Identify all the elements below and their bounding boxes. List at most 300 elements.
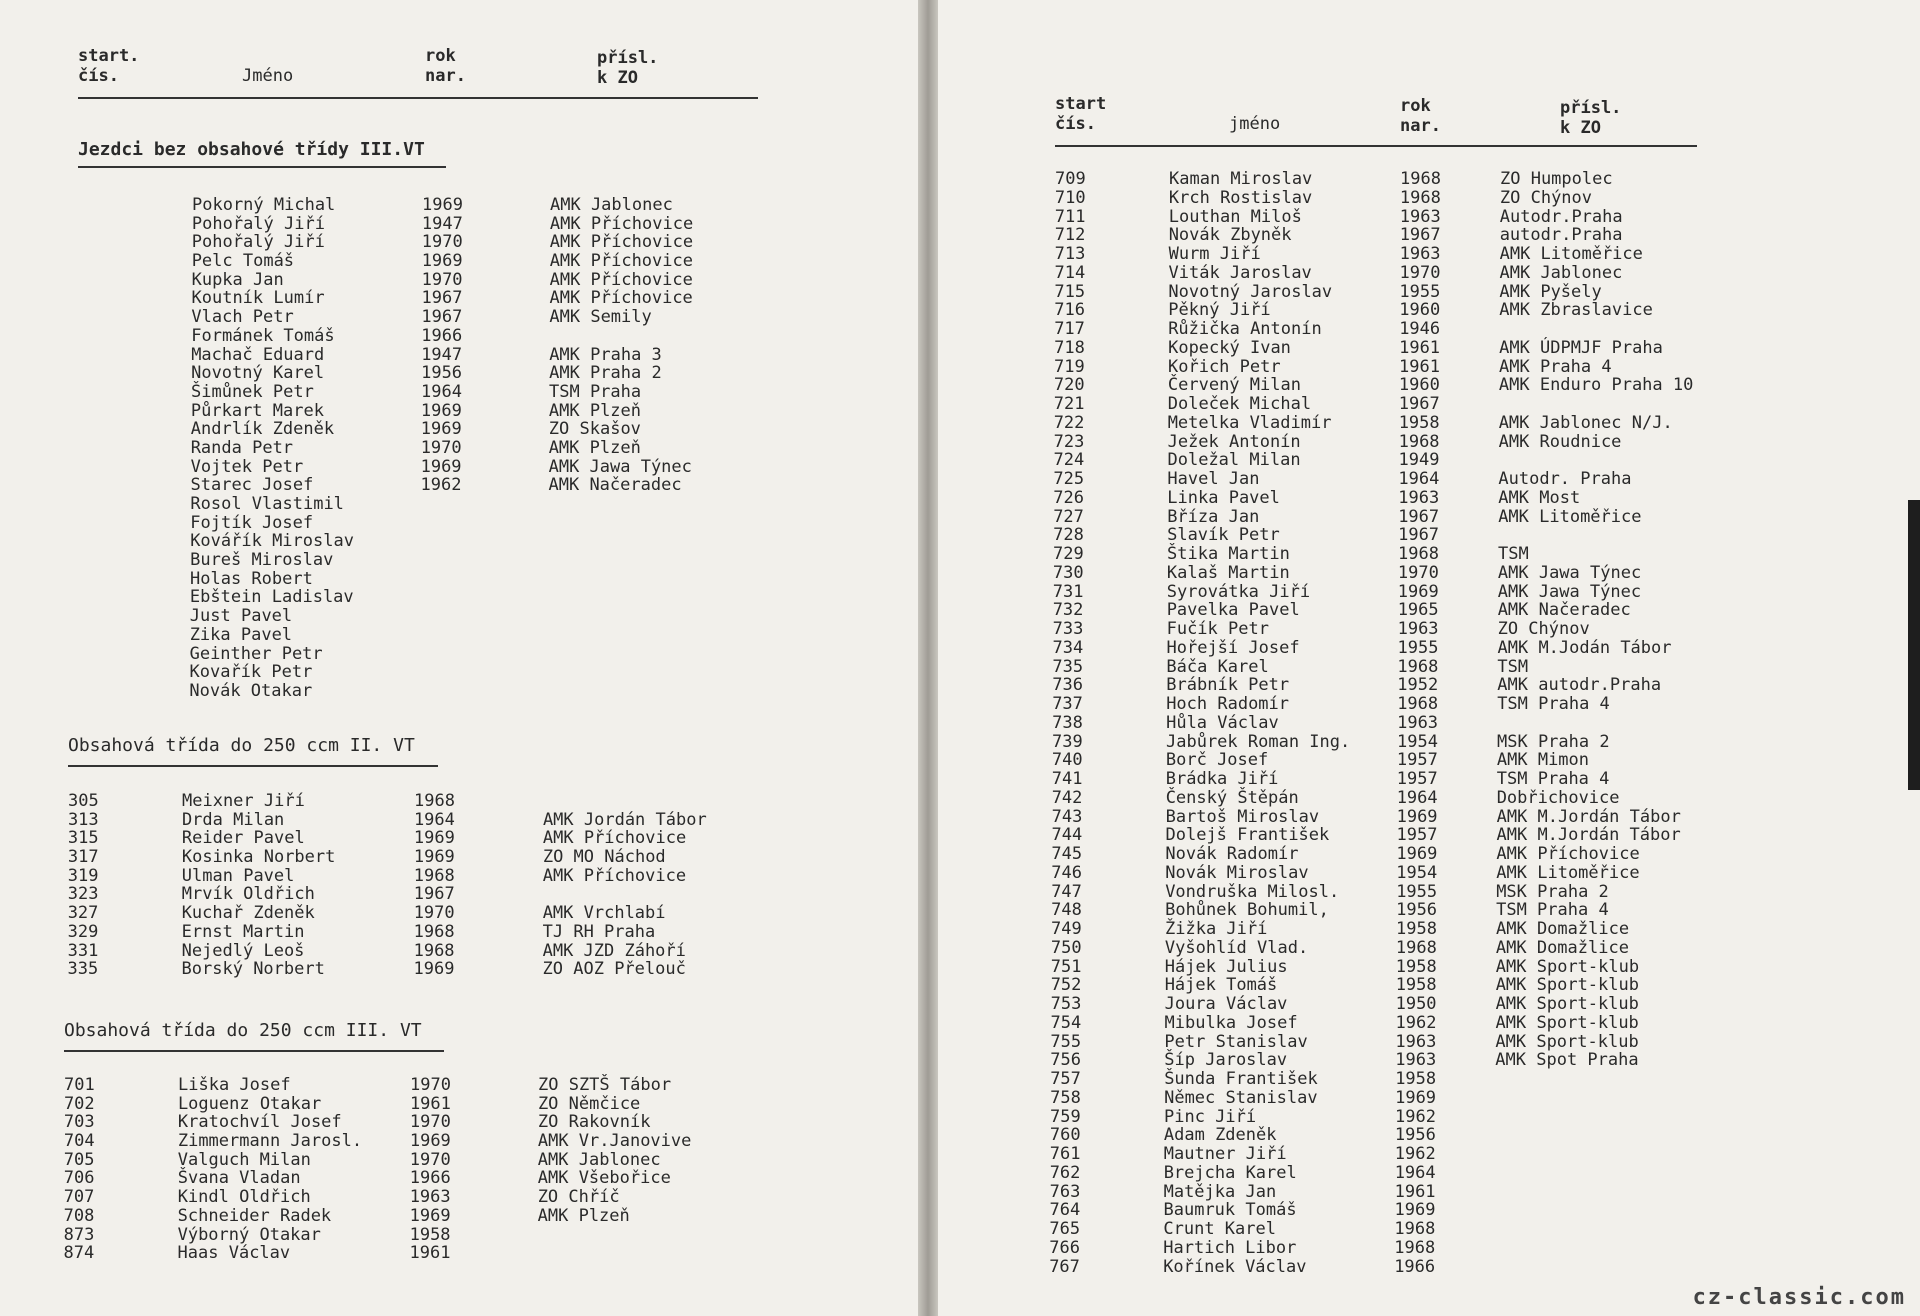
list-item xyxy=(0,1076,918,1095)
entrant-name: Kuchař Zdeněk xyxy=(181,903,315,924)
birth-year: 1950 xyxy=(1395,994,1437,1014)
right-list xyxy=(938,170,1920,1276)
birth-year: 1970 xyxy=(421,269,463,290)
left-page xyxy=(0,0,918,1316)
start-number: 754 xyxy=(1050,1012,1082,1033)
entrant-name: Liška Josef xyxy=(178,1075,291,1095)
birth-year: 1969 xyxy=(413,847,455,868)
club-name: AMK Domažlice xyxy=(1495,937,1629,958)
club-name: AMK Pyšely xyxy=(1499,281,1602,302)
start-number: 718 xyxy=(1054,337,1085,358)
list-item xyxy=(938,601,1920,620)
start-number: 706 xyxy=(63,1168,95,1189)
list-item xyxy=(0,682,918,701)
club-name: AMK Jawa Týnec xyxy=(1497,562,1642,583)
entrant-name: Červený Milan xyxy=(1167,375,1301,396)
club-name: ZO Humpolec xyxy=(1500,169,1613,189)
entrant-name: Nejedlý Leoš xyxy=(181,940,305,961)
start-number: 749 xyxy=(1051,919,1082,939)
birth-year: 1952 xyxy=(1397,675,1439,696)
start-number: 726 xyxy=(1053,487,1085,508)
entrant-name: Kupka Jan xyxy=(191,269,284,290)
club-name: ZO SZTŠ Tábor xyxy=(538,1075,672,1095)
list-item xyxy=(0,458,918,477)
club-name: AMK Roudnice xyxy=(1498,431,1622,452)
club-name: AMK M.Jordán Tábor xyxy=(1496,806,1681,827)
list-item xyxy=(0,1151,918,1170)
entrant-name: Němec Stanislav xyxy=(1164,1087,1318,1108)
club-name: AMK Jawa Týnec xyxy=(1497,581,1642,602)
start-number: 764 xyxy=(1049,1200,1081,1221)
entrant-name: Vyšohlíd Vlad. xyxy=(1164,937,1309,958)
list-item xyxy=(938,826,1920,845)
club-name: MSK Praha 2 xyxy=(1496,881,1609,902)
start-number: 702 xyxy=(63,1093,95,1114)
list-item xyxy=(0,904,918,923)
birth-year: 1967 xyxy=(1398,394,1440,414)
start-number: 707 xyxy=(63,1187,95,1208)
birth-year: 1967 xyxy=(1399,225,1441,246)
birth-year: 1970 xyxy=(1397,562,1439,583)
list-item xyxy=(938,676,1920,695)
birth-year: 1958 xyxy=(409,1224,451,1245)
list-item xyxy=(0,607,918,626)
start-number: 737 xyxy=(1052,694,1083,714)
list-item xyxy=(0,1188,918,1207)
entrant-name: Vojtek Petr xyxy=(190,456,304,477)
birth-year: 1970 xyxy=(1399,262,1441,283)
birth-year: 1968 xyxy=(413,940,455,961)
start-number: 717 xyxy=(1054,319,1085,339)
list-item xyxy=(938,1033,1920,1052)
list-item xyxy=(938,1070,1920,1089)
name-header: Jméno xyxy=(242,66,294,86)
club-name: AMK Příchovice xyxy=(549,232,694,253)
right-page xyxy=(938,0,1920,1316)
club-name: AMK Most xyxy=(1498,487,1581,508)
club-name: Autodr. Praha xyxy=(1498,469,1632,489)
club-name: AMK Příchovice xyxy=(542,865,687,886)
club-name: MSK Praha 2 xyxy=(1497,731,1610,752)
start-number: 329 xyxy=(67,921,99,942)
club-name: AMK Spot Praha xyxy=(1495,1050,1639,1071)
club-name: ZO Skašov xyxy=(548,419,641,440)
entrant-name: Novák Otakar xyxy=(189,680,313,701)
start-number: 744 xyxy=(1051,825,1083,846)
start-number: 733 xyxy=(1052,619,1084,639)
club-name: AMK Praha 4 xyxy=(1499,356,1612,377)
birth-year: 1968 xyxy=(1394,1237,1436,1258)
list-item xyxy=(0,588,918,607)
club-name: AMK Mimon xyxy=(1496,750,1590,771)
start-number: 732 xyxy=(1052,600,1084,621)
birth-year: 1955 xyxy=(1399,281,1441,302)
birth-year: 1963 xyxy=(409,1187,451,1208)
list-item xyxy=(938,358,1920,377)
list-item xyxy=(938,733,1920,752)
start-number: 313 xyxy=(67,809,99,830)
entrant-name: Louthan Miloš xyxy=(1168,206,1302,227)
list-item xyxy=(0,551,918,570)
birth-year: 1967 xyxy=(413,884,455,905)
start-number: 736 xyxy=(1052,675,1084,696)
entrant-name: Petr Stanislav xyxy=(1164,1031,1308,1052)
list-item xyxy=(938,170,1920,189)
start-number: 766 xyxy=(1049,1237,1081,1258)
entrant-name: Starec Josef xyxy=(190,475,314,496)
club-name: AMK Jawa Týnec xyxy=(548,456,692,477)
birth-year: 1957 xyxy=(1396,825,1438,846)
start-number: 738 xyxy=(1052,712,1083,733)
club-name: AMK Jablonec xyxy=(1499,262,1623,283)
entrant-name: Novotný Karel xyxy=(191,363,325,384)
entrant-name: Formánek Tomáš xyxy=(191,325,335,346)
start-number: 741 xyxy=(1051,769,1083,789)
entrant-name: Koutník Lumír xyxy=(191,288,325,309)
birth-year: 1956 xyxy=(1394,1125,1436,1146)
start-number: 720 xyxy=(1053,375,1085,396)
club-name: TJ RH Praha xyxy=(542,921,656,942)
start-number: 305 xyxy=(68,791,99,811)
list-item xyxy=(0,1207,918,1226)
entrant-name: Pohořalý Jiří xyxy=(191,232,325,253)
list-item xyxy=(938,1145,1920,1164)
club-name: ZO Chýnov xyxy=(1497,619,1590,639)
entrant-name: Loguenz Otakar xyxy=(177,1093,322,1114)
start-number: 746 xyxy=(1051,862,1083,883)
entrant-name: Pinc Jiří xyxy=(1164,1106,1257,1127)
entrant-name: Jabůrek Roman Ing. xyxy=(1166,731,1351,752)
club-name: AMK Vr.Janovive xyxy=(537,1131,692,1152)
birth-year: 1963 xyxy=(1399,206,1441,227)
entrant-name: Vlach Petr xyxy=(191,307,294,328)
start-number: 740 xyxy=(1051,750,1083,771)
list-item xyxy=(938,1239,1920,1258)
start-number: 715 xyxy=(1054,281,1086,302)
birth-year: 1969 xyxy=(1396,806,1438,827)
club-name: AMK Zbraslavice xyxy=(1499,300,1653,321)
list-item xyxy=(938,433,1920,452)
start-number: 748 xyxy=(1051,900,1082,921)
list-item xyxy=(938,845,1920,864)
start-number-header-right: start čís. xyxy=(1055,94,1107,134)
list-item xyxy=(938,901,1920,920)
club-name: AMK JZD Záhoří xyxy=(542,940,686,961)
club-name: AMK ÚDPMJF Praha xyxy=(1499,337,1663,358)
list-item xyxy=(938,1014,1920,1033)
entrant-name: Mautner Jiří xyxy=(1163,1144,1287,1164)
birth-year: 1958 xyxy=(1398,412,1440,433)
entrant-name: Čenský Štěpán xyxy=(1165,787,1299,808)
birth-year: 1966 xyxy=(421,325,463,346)
entrant-name: Kovářík Miroslav xyxy=(190,531,354,552)
club-name: AMK Domažlice xyxy=(1496,919,1630,939)
birth-year: 1946 xyxy=(1399,319,1441,339)
birth-year: 1968 xyxy=(413,921,455,942)
birth-year: 1958 xyxy=(1395,1069,1437,1089)
list-item xyxy=(0,885,918,904)
start-number: 757 xyxy=(1050,1069,1081,1089)
list-item xyxy=(938,226,1920,245)
entrant-name: Meixner Jiří xyxy=(182,791,305,811)
entrant-name: Crunt Karel xyxy=(1163,1219,1276,1239)
start-number: 711 xyxy=(1054,206,1086,227)
entrant-name: Šíp Jaroslav xyxy=(1164,1050,1288,1071)
birth-year: 1969 xyxy=(413,828,455,849)
club-name: AMK Sport-klub xyxy=(1495,956,1640,977)
birth-year: 1962 xyxy=(1395,1012,1437,1033)
list-item xyxy=(938,751,1920,770)
club-name: TSM Praha 4 xyxy=(1496,900,1609,921)
start-number: 714 xyxy=(1054,262,1086,283)
list-item xyxy=(938,639,1920,658)
start-number: 701 xyxy=(64,1075,95,1095)
entrant-name: Kořich Petr xyxy=(1168,356,1281,377)
club-name: AMK Příchovice xyxy=(549,213,694,234)
start-number: 750 xyxy=(1050,937,1082,958)
entrant-name: Rosol Vlastimil xyxy=(190,494,344,514)
entrant-name: Adam Zdeněk xyxy=(1163,1125,1277,1146)
birth-year: 1968 xyxy=(1400,169,1441,189)
list-item xyxy=(938,939,1920,958)
start-number: 874 xyxy=(63,1243,95,1264)
section-3-list xyxy=(0,1076,918,1263)
entrant-name: Haas Václav xyxy=(177,1243,291,1264)
entrant-name: Brádka Jiří xyxy=(1165,769,1279,789)
entrant-name: Báča Karel xyxy=(1166,656,1269,677)
list-item xyxy=(0,848,918,867)
birth-year: 1955 xyxy=(1397,637,1439,658)
start-number: 739 xyxy=(1052,731,1083,752)
birth-year: 1963 xyxy=(1397,619,1439,639)
entrant-name: Pěkný Jiří xyxy=(1168,300,1271,321)
club-name: AMK Plzeň xyxy=(537,1205,630,1226)
list-item xyxy=(0,1244,918,1263)
list-item xyxy=(938,189,1920,208)
entrant-name: Mrvík Oldřich xyxy=(181,884,315,905)
list-item xyxy=(0,867,918,886)
entrant-name: Machač Eduard xyxy=(191,344,325,365)
entrant-name: Kosinka Norbert xyxy=(181,847,336,868)
list-item xyxy=(0,811,918,830)
list-item xyxy=(938,789,1920,808)
birth-year: 1961 xyxy=(409,1243,451,1264)
list-item xyxy=(0,233,918,252)
birth-year: 1968 xyxy=(413,865,455,886)
entrant-name: Syrovátka Jiří xyxy=(1166,581,1311,602)
birth-year: 1964 xyxy=(1398,469,1440,489)
birth-year: 1960 xyxy=(1399,300,1441,321)
birth-year: 1963 xyxy=(1395,1031,1437,1052)
entrant-name: Ernst Martin xyxy=(181,921,305,942)
list-item xyxy=(938,770,1920,789)
section-title-3: Obsahová třída do 250 ccm III. VT xyxy=(64,1020,422,1041)
birth-year: 1968 xyxy=(1397,656,1439,677)
section-title-1: Jezdci bez obsahové třídy III.VT xyxy=(78,139,425,160)
club-name: TSM Praha 4 xyxy=(1497,694,1610,714)
birth-year: 1962 xyxy=(1395,1106,1436,1127)
start-number: 752 xyxy=(1050,975,1082,996)
entrant-name: Kratochvíl Josef xyxy=(177,1112,342,1133)
start-number: 724 xyxy=(1053,450,1085,471)
list-item xyxy=(938,1108,1920,1127)
list-item xyxy=(0,532,918,551)
header-rule-right xyxy=(1055,145,1697,147)
list-item xyxy=(0,308,918,327)
start-number: 315 xyxy=(67,828,99,849)
start-number: 708 xyxy=(63,1205,95,1226)
entrant-name: Kovařík Petr xyxy=(189,662,313,683)
list-item xyxy=(938,320,1920,339)
start-number: 730 xyxy=(1052,562,1084,583)
club-name: AMK Příchovice xyxy=(549,269,693,290)
birth-year: 1969 xyxy=(1395,1087,1437,1108)
list-item xyxy=(938,714,1920,733)
list-item xyxy=(938,470,1920,489)
club-name: AMK Sport-klub xyxy=(1495,975,1639,996)
year-header-right: rok nar. xyxy=(1400,96,1441,136)
birth-year: 1947 xyxy=(421,213,463,234)
entrant-name: Hájek Tomáš xyxy=(1164,975,1278,996)
club-name: ZO Chříč xyxy=(537,1187,620,1208)
list-item xyxy=(0,1132,918,1151)
start-number: 705 xyxy=(63,1149,95,1170)
start-number: 761 xyxy=(1049,1144,1081,1164)
entrant-name: Brejcha Karel xyxy=(1163,1162,1297,1183)
birth-year: 1958 xyxy=(1395,975,1437,996)
list-item xyxy=(0,1113,918,1132)
list-item xyxy=(938,1164,1920,1183)
birth-year: 1968 xyxy=(1398,544,1439,564)
birth-year: 1947 xyxy=(421,344,463,365)
start-number: 760 xyxy=(1049,1125,1081,1146)
start-number: 712 xyxy=(1054,225,1086,246)
start-number: 756 xyxy=(1050,1050,1082,1071)
list-item xyxy=(938,864,1920,883)
birth-year: 1968 xyxy=(1394,1219,1436,1239)
birth-year: 1961 xyxy=(409,1093,451,1114)
club-name: ZO Rakovník xyxy=(537,1112,651,1133)
section-rule-2 xyxy=(68,765,438,767)
entrant-name: Štika Martin xyxy=(1167,544,1290,564)
list-item xyxy=(0,1226,918,1245)
entrant-name: Kaman Miroslav xyxy=(1169,169,1313,189)
entrant-name: Mibulka Josef xyxy=(1164,1012,1298,1033)
start-number: 721 xyxy=(1053,394,1085,414)
list-item xyxy=(938,1126,1920,1145)
entrant-name: Baumruk Tomáš xyxy=(1163,1200,1297,1221)
club-name: ZO AOZ Přelouč xyxy=(542,959,686,980)
club-name: AMK Příchovice xyxy=(549,251,693,272)
birth-year: 1966 xyxy=(409,1168,451,1189)
list-item xyxy=(938,920,1920,939)
start-number: 713 xyxy=(1054,244,1086,264)
start-number: 873 xyxy=(63,1224,95,1245)
start-number: 763 xyxy=(1049,1181,1081,1202)
entrant-name: Drda Milan xyxy=(181,809,285,830)
club-name: TSM xyxy=(1497,656,1529,677)
list-item xyxy=(0,476,918,495)
entrant-name: Wurm Jiří xyxy=(1168,244,1261,264)
birth-year: 1964 xyxy=(413,809,455,830)
start-number: 323 xyxy=(67,884,99,905)
list-item xyxy=(0,792,918,811)
entrant-name: Zika Pavel xyxy=(189,624,293,645)
club-name: AMK Semily xyxy=(549,307,652,328)
birth-year: 1963 xyxy=(1397,712,1439,733)
list-item xyxy=(938,545,1920,564)
section-title-2: Obsahová třída do 250 ccm II. VT xyxy=(68,735,415,756)
club-name: AMK Litoměřice xyxy=(1499,244,1643,264)
club-header: přísl. k ZO xyxy=(597,48,659,88)
section-1-list xyxy=(0,196,918,701)
club-name: AMK Všebořice xyxy=(537,1168,671,1189)
birth-year: 1958 xyxy=(1395,956,1437,977)
start-number: 734 xyxy=(1052,637,1084,658)
club-name: AMK Příchovice xyxy=(549,288,693,309)
list-item xyxy=(0,960,918,979)
entrant-name: Fojtík Josef xyxy=(190,512,314,533)
entrant-name: Půrkart Marek xyxy=(190,400,324,421)
entrant-name: Doleček Michal xyxy=(1167,394,1312,414)
list-item xyxy=(938,1220,1920,1239)
birth-year: 1957 xyxy=(1396,769,1438,789)
name-header-right: jméno xyxy=(1229,114,1281,134)
birth-year: 1967 xyxy=(1398,506,1440,527)
entrant-name: Pelc Tomáš xyxy=(191,251,295,272)
entrant-name: Ježek Antonín xyxy=(1167,431,1301,452)
list-item xyxy=(0,1095,918,1114)
club-name: AMK Načeradec xyxy=(1497,600,1631,621)
birth-year: 1970 xyxy=(410,1075,451,1095)
birth-year: 1970 xyxy=(409,1149,451,1170)
entrant-name: Zimmermann Jarosl. xyxy=(177,1131,363,1152)
entrant-name: Kalaš Martin xyxy=(1166,562,1290,583)
entrant-name: Šimůnek Petr xyxy=(191,381,314,402)
header-rule xyxy=(78,97,758,99)
club-name: ZO Němčice xyxy=(537,1093,641,1114)
list-item xyxy=(938,339,1920,358)
list-item xyxy=(0,252,918,271)
list-item xyxy=(938,695,1920,714)
start-number: 327 xyxy=(67,903,99,924)
section-2-list xyxy=(0,792,918,979)
list-item xyxy=(938,1201,1920,1220)
club-name: AMK autodr.Praha xyxy=(1497,675,1662,696)
birth-year: 1954 xyxy=(1397,731,1438,752)
list-item xyxy=(0,626,918,645)
birth-year: 1969 xyxy=(413,959,455,980)
entrant-name: Bohůnek Bohumil, xyxy=(1165,900,1329,921)
start-number: 722 xyxy=(1053,412,1085,433)
entrant-name: Novák Zbyněk xyxy=(1168,225,1292,246)
entrant-name: Just Pavel xyxy=(189,606,293,627)
list-item xyxy=(0,402,918,421)
entrant-name: Holas Robert xyxy=(190,568,313,589)
entrant-name: Ulman Pavel xyxy=(181,865,295,886)
club-name: ZO MO Náchod xyxy=(542,847,666,868)
club-name: AMK Sport-klub xyxy=(1495,1031,1639,1052)
list-item xyxy=(938,808,1920,827)
entrant-name: Brábník Petr xyxy=(1166,675,1290,696)
list-item xyxy=(938,395,1920,414)
birth-year: 1968 xyxy=(1399,187,1441,208)
birth-year: 1962 xyxy=(1394,1144,1436,1164)
start-number: 719 xyxy=(1054,356,1085,377)
start-number: 742 xyxy=(1051,787,1083,808)
list-item xyxy=(0,383,918,402)
start-number: 767 xyxy=(1049,1256,1080,1277)
